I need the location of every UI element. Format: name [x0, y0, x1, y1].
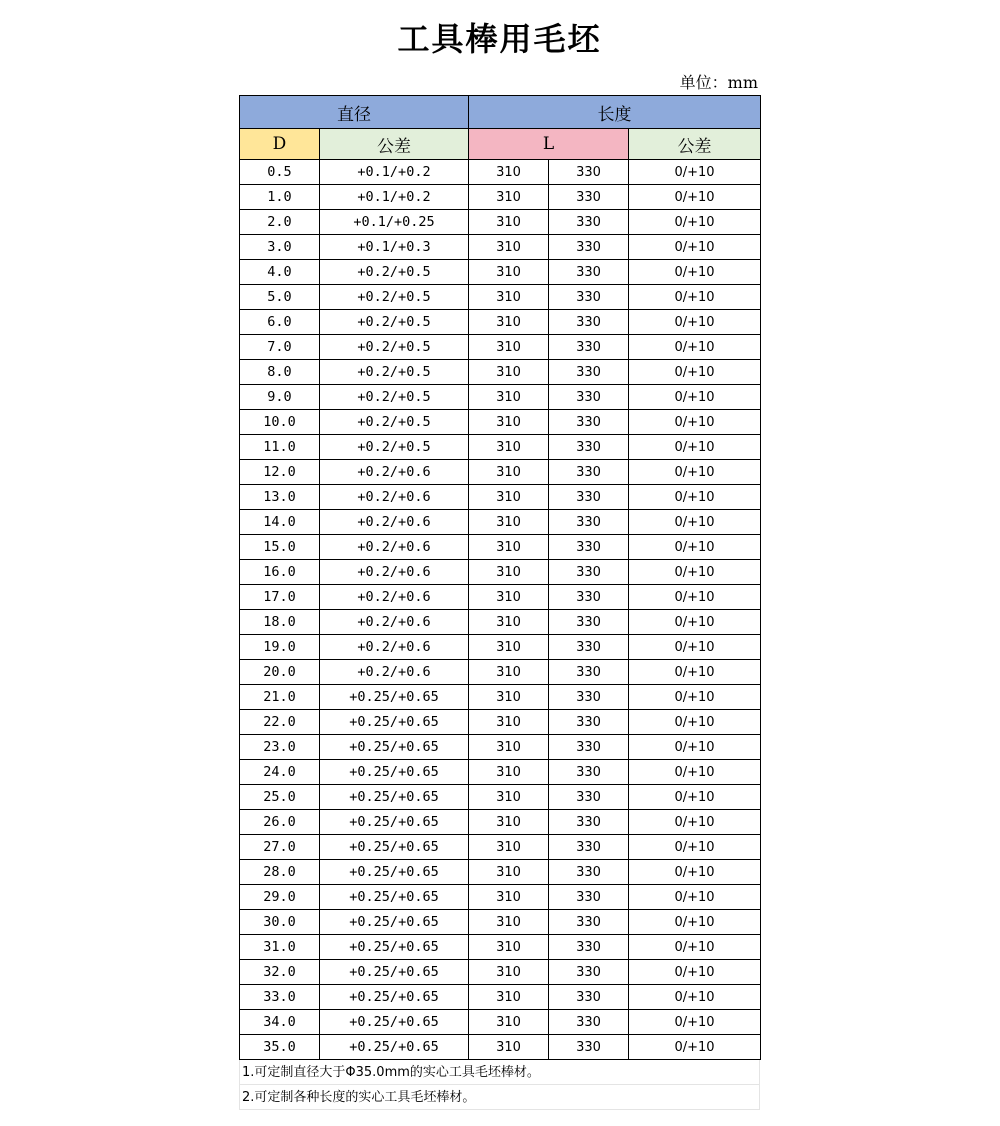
diameter-tolerance-cell: +0.2/+0.6 [320, 535, 469, 560]
table-row [240, 160, 761, 185]
length-max-cell: 330 [549, 985, 629, 1010]
length-max-cell: 330 [549, 535, 629, 560]
spec-table [239, 95, 761, 1060]
length-tolerance-cell: 0/+10 [629, 985, 761, 1010]
length-tolerance-cell: 0/+10 [629, 585, 761, 610]
length-tolerance-cell: 0/+10 [629, 335, 761, 360]
length-min-cell: 310 [469, 585, 549, 610]
diameter-cell: 5.0 [240, 285, 320, 310]
length-tolerance-cell: 0/+10 [629, 410, 761, 435]
diameter-cell: 7.0 [240, 335, 320, 360]
length-max-cell: 330 [549, 810, 629, 835]
table-row [240, 235, 761, 260]
length-max-cell: 330 [549, 735, 629, 760]
diameter-cell: 25.0 [240, 785, 320, 810]
length-tolerance-cell: 0/+10 [629, 285, 761, 310]
length-max-cell: 330 [549, 160, 629, 185]
diameter-tolerance-cell: +0.1/+0.3 [320, 235, 469, 260]
length-min-cell: 310 [469, 435, 549, 460]
length-tolerance-cell: 0/+10 [629, 635, 761, 660]
spec-sheet [239, 0, 760, 1110]
diameter-tolerance-cell: +0.2/+0.5 [320, 310, 469, 335]
diameter-tolerance-cell: +0.1/+0.2 [320, 185, 469, 210]
diameter-tolerance-cell: +0.2/+0.5 [320, 360, 469, 385]
length-max-cell: 330 [549, 435, 629, 460]
length-max-cell: 330 [549, 410, 629, 435]
length-max-cell: 330 [549, 385, 629, 410]
length-tolerance-cell: 0/+10 [629, 235, 761, 260]
table-row [240, 1035, 761, 1060]
diameter-cell: 8.0 [240, 360, 320, 385]
unit-label: 单位：mm [679, 73, 758, 92]
diameter-cell: 11.0 [240, 435, 320, 460]
diameter-cell: 2.0 [240, 210, 320, 235]
diameter-tolerance-cell: +0.25/+0.65 [320, 1035, 469, 1060]
diameter-cell: 3.0 [240, 235, 320, 260]
header-row-columns [240, 129, 761, 160]
length-max-cell: 330 [549, 1010, 629, 1035]
length-max-cell: 330 [549, 260, 629, 285]
length-tolerance-cell: 0/+10 [629, 935, 761, 960]
note-line: 2.可定制各种长度的实心工具毛坯棒材。 [239, 1085, 760, 1110]
length-min-cell: 310 [469, 710, 549, 735]
diameter-cell: 21.0 [240, 685, 320, 710]
length-tolerance-cell: 0/+10 [629, 1035, 761, 1060]
length-min-cell: 310 [469, 485, 549, 510]
diameter-tolerance-cell: +0.2/+0.6 [320, 460, 469, 485]
diameter-cell: 14.0 [240, 510, 320, 535]
diameter-tolerance-cell: +0.2/+0.6 [320, 610, 469, 635]
diameter-tolerance-cell: +0.2/+0.6 [320, 485, 469, 510]
diameter-cell: 15.0 [240, 535, 320, 560]
length-tolerance-cell: 0/+10 [629, 385, 761, 410]
table-row [240, 760, 761, 785]
table-row [240, 360, 761, 385]
length-min-cell: 310 [469, 610, 549, 635]
length-max-cell: 330 [549, 785, 629, 810]
table-row [240, 585, 761, 610]
diameter-cell: 18.0 [240, 610, 320, 635]
length-max-cell: 330 [549, 860, 629, 885]
length-max-cell: 330 [549, 360, 629, 385]
diameter-tolerance-cell: +0.25/+0.65 [320, 885, 469, 910]
length-max-cell: 330 [549, 635, 629, 660]
diameter-cell: 16.0 [240, 560, 320, 585]
diameter-cell: 22.0 [240, 710, 320, 735]
length-min-cell: 310 [469, 885, 549, 910]
length-min-cell: 310 [469, 810, 549, 835]
diameter-tolerance-cell: +0.25/+0.65 [320, 910, 469, 935]
length-min-cell: 310 [469, 985, 549, 1010]
header-length: 长度 [469, 96, 761, 129]
header-row-groups [240, 96, 761, 129]
length-tolerance-cell: 0/+10 [629, 185, 761, 210]
table-row [240, 535, 761, 560]
diameter-tolerance-cell: +0.25/+0.65 [320, 985, 469, 1010]
table-row [240, 960, 761, 985]
length-min-cell: 310 [469, 685, 549, 710]
diameter-tolerance-cell: +0.2/+0.5 [320, 260, 469, 285]
length-tolerance-cell: 0/+10 [629, 460, 761, 485]
length-min-cell: 310 [469, 285, 549, 310]
length-max-cell: 330 [549, 560, 629, 585]
diameter-tolerance-cell: +0.25/+0.65 [320, 835, 469, 860]
length-tolerance-cell: 0/+10 [629, 785, 761, 810]
diameter-tolerance-cell: +0.25/+0.65 [320, 960, 469, 985]
table-row [240, 910, 761, 935]
length-min-cell: 310 [469, 385, 549, 410]
length-max-cell: 330 [549, 510, 629, 535]
length-min-cell: 310 [469, 1010, 549, 1035]
diameter-cell: 26.0 [240, 810, 320, 835]
diameter-cell: 13.0 [240, 485, 320, 510]
diameter-tolerance-cell: +0.1/+0.25 [320, 210, 469, 235]
length-min-cell: 310 [469, 760, 549, 785]
length-max-cell: 330 [549, 1035, 629, 1060]
diameter-cell: 27.0 [240, 835, 320, 860]
diameter-tolerance-cell: +0.2/+0.5 [320, 335, 469, 360]
length-min-cell: 310 [469, 535, 549, 560]
length-min-cell: 310 [469, 160, 549, 185]
length-max-cell: 330 [549, 910, 629, 935]
length-tolerance-cell: 0/+10 [629, 360, 761, 385]
length-min-cell: 310 [469, 335, 549, 360]
length-min-cell: 310 [469, 510, 549, 535]
length-tolerance-cell: 0/+10 [629, 610, 761, 635]
length-max-cell: 330 [549, 760, 629, 785]
table-row [240, 385, 761, 410]
length-max-cell: 330 [549, 210, 629, 235]
table-row [240, 810, 761, 835]
length-max-cell: 330 [549, 710, 629, 735]
length-max-cell: 330 [549, 660, 629, 685]
diameter-tolerance-cell: +0.2/+0.5 [320, 435, 469, 460]
length-tolerance-cell: 0/+10 [629, 685, 761, 710]
length-tolerance-cell: 0/+10 [629, 210, 761, 235]
length-min-cell: 310 [469, 460, 549, 485]
header-diameter-tolerance: 公差 [320, 129, 469, 160]
diameter-cell: 12.0 [240, 460, 320, 485]
table-row [240, 635, 761, 660]
diameter-tolerance-cell: +0.25/+0.65 [320, 810, 469, 835]
table-row [240, 1010, 761, 1035]
length-tolerance-cell: 0/+10 [629, 1010, 761, 1035]
table-row [240, 660, 761, 685]
diameter-cell: 20.0 [240, 660, 320, 685]
length-max-cell: 330 [549, 685, 629, 710]
diameter-tolerance-cell: +0.2/+0.5 [320, 385, 469, 410]
table-row [240, 785, 761, 810]
table-row [240, 185, 761, 210]
diameter-cell: 24.0 [240, 760, 320, 785]
diameter-tolerance-cell: +0.2/+0.6 [320, 510, 469, 535]
length-max-cell: 330 [549, 610, 629, 635]
diameter-tolerance-cell: +0.25/+0.65 [320, 760, 469, 785]
length-max-cell: 330 [549, 460, 629, 485]
table-row [240, 610, 761, 635]
length-min-cell: 310 [469, 860, 549, 885]
length-tolerance-cell: 0/+10 [629, 860, 761, 885]
page-title: 工具棒用毛坯 [397, 20, 602, 58]
length-max-cell: 330 [549, 335, 629, 360]
table-row [240, 435, 761, 460]
diameter-tolerance-cell: +0.2/+0.6 [320, 660, 469, 685]
length-min-cell: 310 [469, 635, 549, 660]
diameter-cell: 9.0 [240, 385, 320, 410]
diameter-cell: 30.0 [240, 910, 320, 935]
table-row [240, 485, 761, 510]
table-row [240, 985, 761, 1010]
length-min-cell: 310 [469, 785, 549, 810]
diameter-tolerance-cell: +0.2/+0.6 [320, 560, 469, 585]
length-tolerance-cell: 0/+10 [629, 435, 761, 460]
length-tolerance-cell: 0/+10 [629, 160, 761, 185]
diameter-tolerance-cell: +0.25/+0.65 [320, 1010, 469, 1035]
diameter-cell: 17.0 [240, 585, 320, 610]
length-min-cell: 310 [469, 210, 549, 235]
diameter-tolerance-cell: +0.2/+0.5 [320, 285, 469, 310]
length-tolerance-cell: 0/+10 [629, 510, 761, 535]
diameter-tolerance-cell: +0.25/+0.65 [320, 685, 469, 710]
header-d: D [240, 129, 320, 160]
diameter-cell: 19.0 [240, 635, 320, 660]
length-max-cell: 330 [549, 185, 629, 210]
length-max-cell: 330 [549, 960, 629, 985]
length-min-cell: 310 [469, 235, 549, 260]
diameter-cell: 4.0 [240, 260, 320, 285]
table-row [240, 310, 761, 335]
diameter-tolerance-cell: +0.25/+0.65 [320, 735, 469, 760]
length-min-cell: 310 [469, 910, 549, 935]
length-min-cell: 310 [469, 1035, 549, 1060]
length-max-cell: 330 [549, 285, 629, 310]
header-l: L [469, 129, 629, 160]
length-min-cell: 310 [469, 735, 549, 760]
diameter-tolerance-cell: +0.25/+0.65 [320, 785, 469, 810]
diameter-tolerance-cell: +0.25/+0.65 [320, 860, 469, 885]
length-tolerance-cell: 0/+10 [629, 710, 761, 735]
header-diameter: 直径 [240, 96, 469, 129]
length-tolerance-cell: 0/+10 [629, 910, 761, 935]
length-tolerance-cell: 0/+10 [629, 260, 761, 285]
diameter-cell: 32.0 [240, 960, 320, 985]
length-max-cell: 330 [549, 235, 629, 260]
table-row [240, 860, 761, 885]
table-row [240, 885, 761, 910]
diameter-cell: 29.0 [240, 885, 320, 910]
table-row [240, 335, 761, 360]
table-row [240, 735, 761, 760]
diameter-cell: 31.0 [240, 935, 320, 960]
table-row [240, 510, 761, 535]
length-tolerance-cell: 0/+10 [629, 310, 761, 335]
diameter-cell: 34.0 [240, 1010, 320, 1035]
length-tolerance-cell: 0/+10 [629, 760, 761, 785]
diameter-tolerance-cell: +0.1/+0.2 [320, 160, 469, 185]
table-row [240, 410, 761, 435]
header-length-tolerance: 公差 [629, 129, 761, 160]
length-tolerance-cell: 0/+10 [629, 660, 761, 685]
length-min-cell: 310 [469, 660, 549, 685]
length-max-cell: 330 [549, 835, 629, 860]
length-tolerance-cell: 0/+10 [629, 535, 761, 560]
length-tolerance-cell: 0/+10 [629, 960, 761, 985]
diameter-tolerance-cell: +0.2/+0.6 [320, 635, 469, 660]
length-max-cell: 330 [549, 585, 629, 610]
table-row [240, 560, 761, 585]
diameter-tolerance-cell: +0.2/+0.6 [320, 585, 469, 610]
diameter-tolerance-cell: +0.25/+0.65 [320, 935, 469, 960]
diameter-cell: 23.0 [240, 735, 320, 760]
length-min-cell: 310 [469, 310, 549, 335]
table-row [240, 935, 761, 960]
table-row [240, 710, 761, 735]
diameter-cell: 33.0 [240, 985, 320, 1010]
length-tolerance-cell: 0/+10 [629, 810, 761, 835]
length-max-cell: 330 [549, 310, 629, 335]
length-min-cell: 310 [469, 410, 549, 435]
length-tolerance-cell: 0/+10 [629, 735, 761, 760]
diameter-cell: 0.5 [240, 160, 320, 185]
length-min-cell: 310 [469, 260, 549, 285]
length-min-cell: 310 [469, 360, 549, 385]
length-max-cell: 330 [549, 485, 629, 510]
length-tolerance-cell: 0/+10 [629, 560, 761, 585]
diameter-cell: 1.0 [240, 185, 320, 210]
diameter-cell: 6.0 [240, 310, 320, 335]
diameter-tolerance-cell: +0.2/+0.5 [320, 410, 469, 435]
diameter-cell: 28.0 [240, 860, 320, 885]
length-min-cell: 310 [469, 960, 549, 985]
length-tolerance-cell: 0/+10 [629, 485, 761, 510]
table-row [240, 460, 761, 485]
length-tolerance-cell: 0/+10 [629, 835, 761, 860]
table-row [240, 685, 761, 710]
length-min-cell: 310 [469, 935, 549, 960]
length-min-cell: 310 [469, 835, 549, 860]
table-row [240, 260, 761, 285]
length-min-cell: 310 [469, 560, 549, 585]
length-max-cell: 330 [549, 885, 629, 910]
notes [239, 1060, 760, 1110]
length-tolerance-cell: 0/+10 [629, 885, 761, 910]
table-row [240, 210, 761, 235]
table-row [240, 835, 761, 860]
length-min-cell: 310 [469, 185, 549, 210]
length-max-cell: 330 [549, 935, 629, 960]
diameter-cell: 35.0 [240, 1035, 320, 1060]
diameter-tolerance-cell: +0.25/+0.65 [320, 710, 469, 735]
table-row [240, 285, 761, 310]
note-line: 1.可定制直径大于Φ35.0mm的实心工具毛坯棒材。 [239, 1060, 760, 1085]
diameter-cell: 10.0 [240, 410, 320, 435]
